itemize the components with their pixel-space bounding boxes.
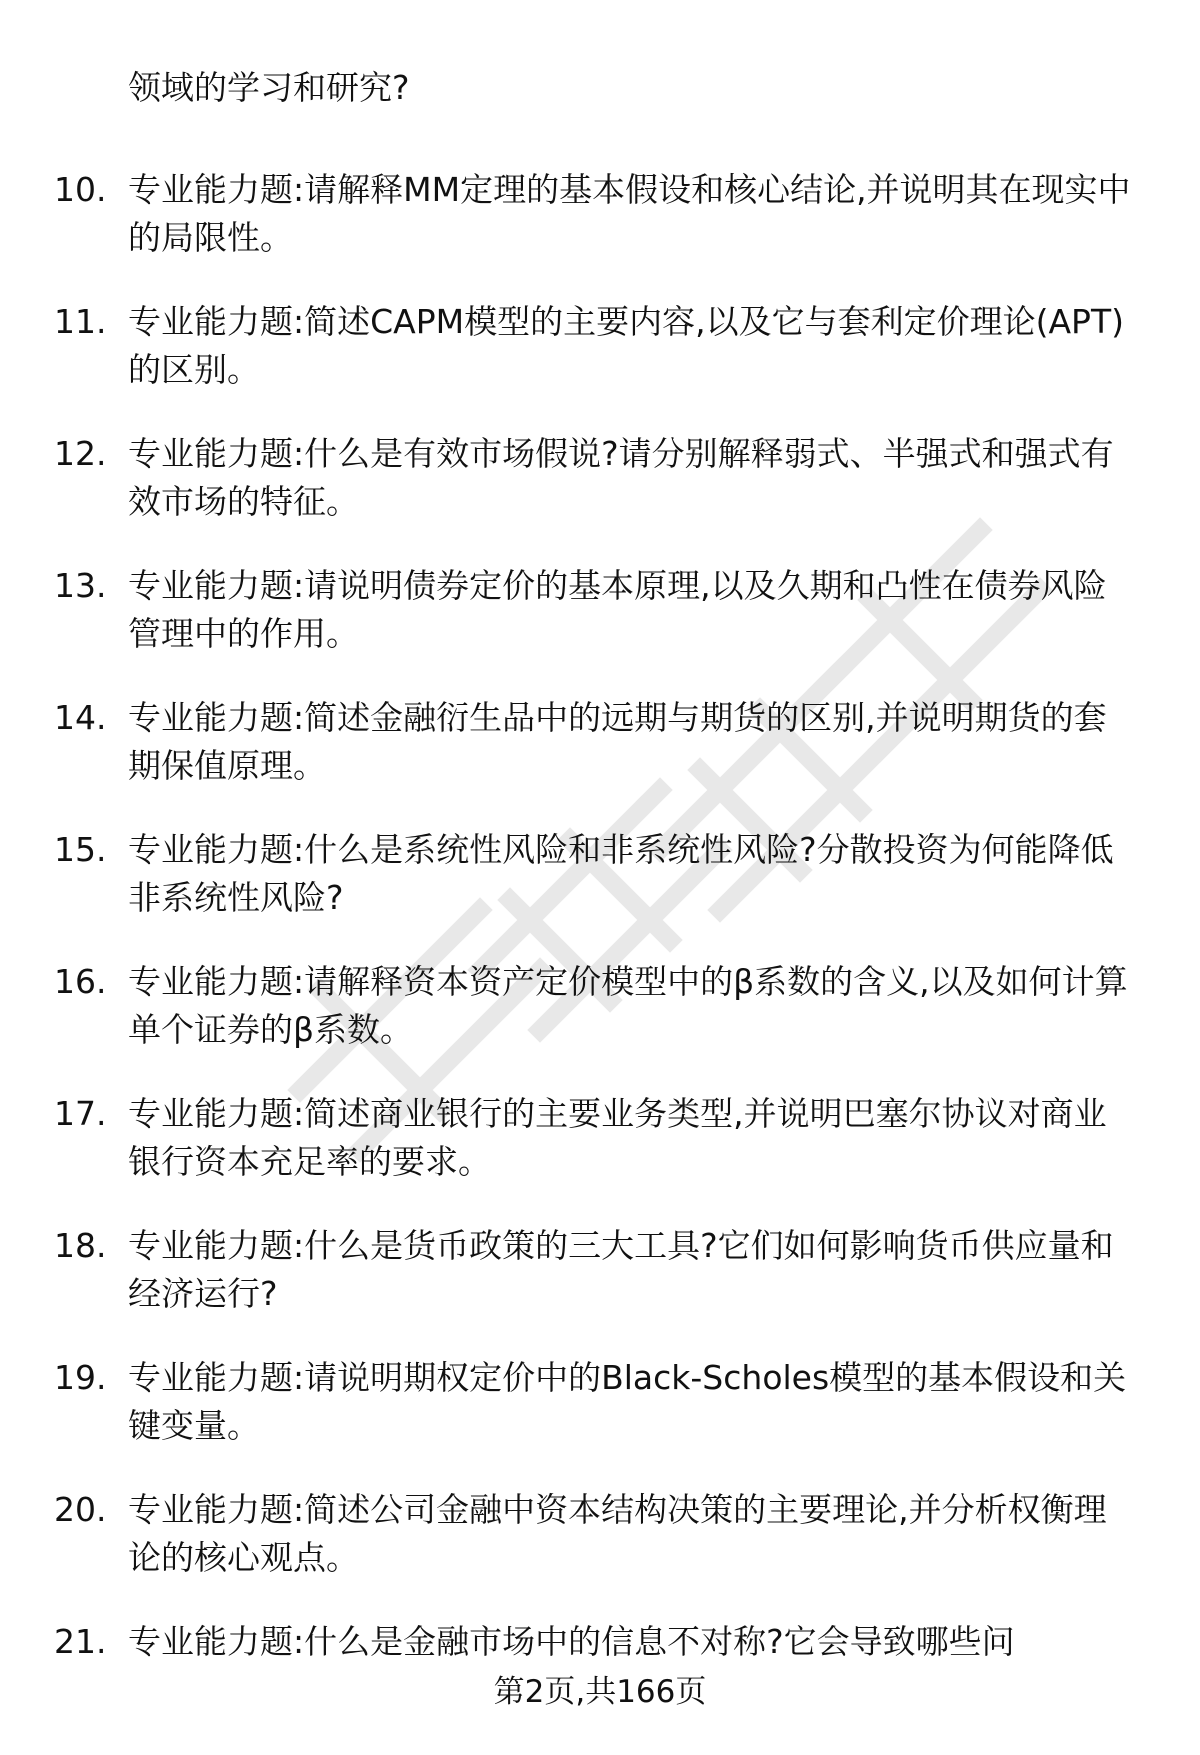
question-number: 17.: [54, 1094, 107, 1133]
question-text: 专业能力题:简述CAPM模型的主要内容,以及它与套利定价理论(APT)的区别。: [128, 302, 1124, 389]
question-number: 20.: [54, 1490, 107, 1529]
question-number: 21.: [54, 1622, 107, 1661]
question-item-20: [0, 1486, 1200, 1582]
continued-text: 领域的学习和研究?: [128, 68, 410, 107]
question-item-18: [0, 1222, 1200, 1318]
question-item-15: [0, 826, 1200, 922]
question-number: 19.: [54, 1358, 107, 1397]
question-text: 专业能力题:什么是有效市场假说?请分别解释弱式、半强式和强式有效市场的特征。: [128, 434, 1114, 521]
question-number: 12.: [54, 434, 107, 473]
question-item-16: [0, 958, 1200, 1054]
question-number: 10.: [54, 170, 107, 209]
question-item-12: [0, 430, 1200, 526]
question-text: 专业能力题:简述商业银行的主要业务类型,并说明巴塞尔协议对商业银行资本充足率的要求。: [128, 1094, 1107, 1181]
question-number: 14.: [54, 698, 107, 737]
question-list: [0, 64, 1200, 1702]
question-text: 专业能力题:简述金融衍生品中的远期与期货的区别,并说明期货的套期保值原理。: [128, 698, 1107, 785]
question-text: 专业能力题:请说明债券定价的基本原理,以及久期和凸性在债券风险管理中的作用。: [128, 566, 1107, 653]
question-item-13: [0, 562, 1200, 658]
question-text: 专业能力题:请解释资本资产定价模型中的β系数的含义,以及如何计算单个证券的β系数。: [128, 962, 1128, 1049]
question-text: 专业能力题:什么是货币政策的三大工具?它们如何影响货币供应量和经济运行?: [128, 1226, 1114, 1313]
question-number: 18.: [54, 1226, 107, 1265]
question-item-17: [0, 1090, 1200, 1186]
question-number: 13.: [54, 566, 107, 605]
question-text: 专业能力题:简述公司金融中资本结构决策的主要理论,并分析权衡理论的核心观点。: [128, 1490, 1107, 1577]
question-number: 11.: [54, 302, 107, 341]
question-item-14: [0, 694, 1200, 790]
page-footer: 第2页,共166页: [493, 1674, 707, 1710]
question-item-21: [0, 1618, 1200, 1666]
question-text: 专业能力题:请说明期权定价中的Black-Scholes模型的基本假设和关键变量。: [128, 1358, 1127, 1445]
question-number: 16.: [54, 962, 107, 1001]
question-item-10: [0, 166, 1200, 262]
question-item-19: [0, 1354, 1200, 1450]
question-text: 专业能力题:请解释MM定理的基本假设和核心结论,并说明其在现实中的局限性。: [128, 170, 1131, 257]
question-text: 专业能力题:什么是系统性风险和非系统性风险?分散投资为何能降低非系统性风险?: [128, 830, 1114, 917]
question-number: 15.: [54, 830, 107, 869]
question-item-11: [0, 298, 1200, 394]
question-text: 专业能力题:什么是金融市场中的信息不对称?它会导致哪些问: [128, 1622, 1015, 1661]
